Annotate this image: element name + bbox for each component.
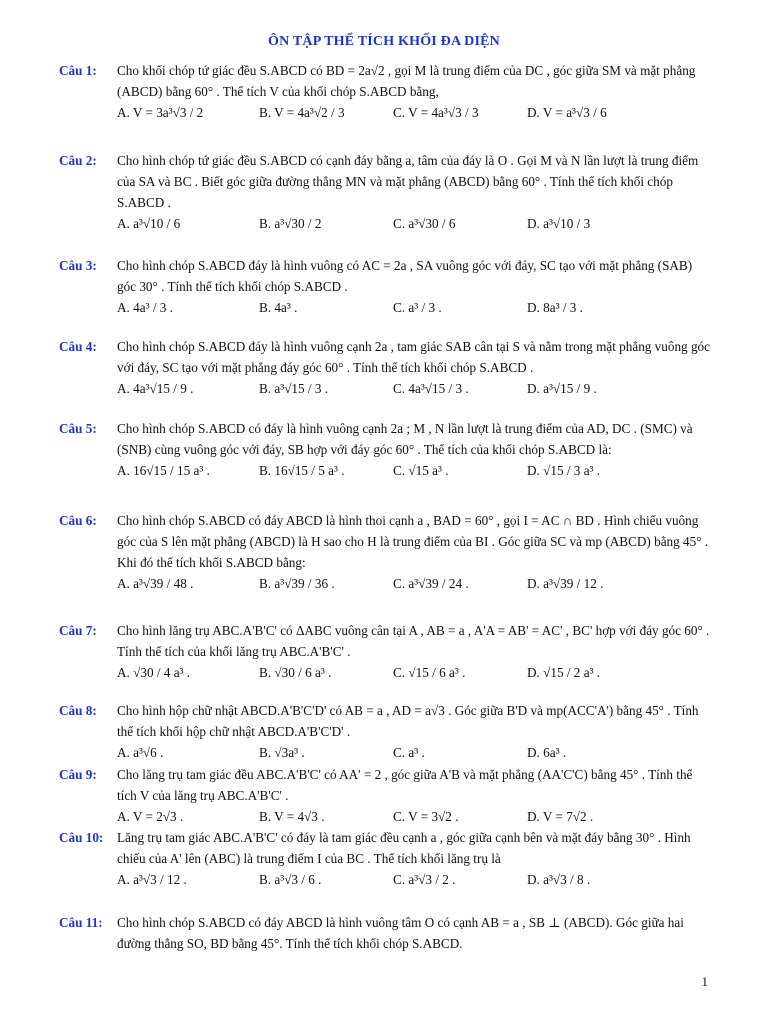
option-d: D. a³√10 / 3 bbox=[527, 216, 591, 231]
question-3 bbox=[59, 255, 714, 327]
option-d: D. V = 7√2 . bbox=[527, 809, 594, 824]
option-b: B. a³√15 / 3 . bbox=[259, 381, 329, 396]
question-text: Cho lăng trụ tam giác đều ABC.A'B'C' có AA' = 2 , góc giữa A'B và mặt phẳng (AA'C'C) bằng 45° . Tính thể tích V của lăng trụ ABC.A'B'C' . bbox=[117, 767, 693, 803]
question-text: Cho hình hộp chữ nhật ABCD.A'B'C'D' có AB = a , AD = a√3 . Góc giữa B'D và mp(ACC'A') bằng 45° . Tính thể tích khối hộp chữ nhật ABCD.A'B'C'D' . bbox=[117, 703, 699, 739]
option-d: D. a³√15 / 9 . bbox=[527, 381, 597, 396]
option-c: C. a³ . bbox=[393, 745, 425, 760]
option-b: B. √3a³ . bbox=[259, 745, 305, 760]
question-label: Câu 5: bbox=[59, 421, 97, 436]
question-10 bbox=[59, 827, 714, 899]
question-9 bbox=[59, 764, 714, 828]
option-c: C. a³√30 / 6 bbox=[393, 216, 456, 231]
question-text: Cho hình chóp tứ giác đều S.ABCD có cạnh đáy bằng a, tâm của đáy là O . Gọi M và N lần lượt là trung điểm của SA và BC . Biết góc giữa đường thẳng MN và mặt phẳng (ABCD) bằng 60° . Tính thể tích khối chóp S.ABCD . bbox=[117, 153, 699, 210]
option-a: A. 4a³√15 / 9 . bbox=[117, 381, 194, 396]
question-label: Câu 7: bbox=[59, 623, 97, 638]
option-c: C. a³√3 / 2 . bbox=[393, 872, 456, 887]
option-c: C. a³√39 / 24 . bbox=[393, 576, 469, 591]
option-c: C. √15 / 6 a³ . bbox=[393, 665, 466, 680]
question-text: Lăng trụ tam giác ABC.A'B'C' có đáy là tam giác đều cạnh a , góc giữa cạnh bên và mặt đáy bằng 30° . Hình chiếu của A' lên (ABC) là trung điểm I của BC . Thể tích khối lăng trụ là bbox=[117, 830, 691, 866]
answer-options bbox=[117, 213, 714, 243]
option-b: B. a³√30 / 2 bbox=[259, 216, 322, 231]
answer-options bbox=[117, 573, 714, 603]
question-label: Câu 11: bbox=[59, 915, 103, 930]
option-a: A. a³√39 / 48 . bbox=[117, 576, 194, 591]
question-7 bbox=[59, 620, 714, 692]
option-d: D. a³√3 / 8 . bbox=[527, 872, 591, 887]
question-label: Câu 4: bbox=[59, 339, 97, 354]
option-b: B. √30 / 6 a³ . bbox=[259, 665, 332, 680]
option-d: D. √15 / 3 a³ . bbox=[527, 463, 601, 478]
question-text: Cho hình chóp S.ABCD đáy là hình vuông cạnh 2a , tam giác SAB cân tại S và nằm trong mặt phẳng vuông góc với đáy, SC tạo với mặt phẳng đáy góc 60° . Tính thể tích khối chóp S.ABCD . bbox=[117, 339, 710, 375]
question-label: Câu 8: bbox=[59, 703, 97, 718]
option-b: B. a³√39 / 36 . bbox=[259, 576, 335, 591]
option-c: C. V = 3√2 . bbox=[393, 809, 459, 824]
option-d: D. a³√39 / 12 . bbox=[527, 576, 604, 591]
question-label: Câu 3: bbox=[59, 258, 97, 273]
page-title: ÔN TẬP THỂ TÍCH KHỐI ĐA DIỆN bbox=[268, 34, 500, 49]
option-d: D. 6a³ . bbox=[527, 745, 567, 760]
question-text: Cho hình lăng trụ ABC.A'B'C' có ΔABC vuông cân tại A , AB = a , A'A = AB' = AC' , BC' hợp với đáy góc 60° . Tính thể tích của khối lăng trụ ABC.A'B'C' . bbox=[117, 623, 710, 659]
option-b: B. 16√15 / 5 a³ . bbox=[259, 463, 345, 478]
option-a: A. V = 3a³√3 / 2 bbox=[117, 105, 204, 120]
question-text: Cho hình chóp S.ABCD có đáy ABCD là hình vuông tâm O có cạnh AB = a , SB ⊥ (ABCD). Góc giữa hai đường thẳng SO, BD bằng 45°. Tính thể tích khối chóp S.ABCD. bbox=[117, 915, 684, 951]
option-c: C. 4a³√15 / 3 . bbox=[393, 381, 469, 396]
question-label: Câu 10: bbox=[59, 830, 104, 845]
option-d: D. √15 / 2 a³ . bbox=[527, 665, 601, 680]
question-text: Cho hình chóp S.ABCD có đáy ABCD là hình thoi cạnh a , BAD = 60° , gọi I = AC ∩ BD . Hình chiếu vuông góc của S lên mặt phẳng (ABCD) là H sao cho H là trung điểm của BI . Góc giữa SC và mp (ABCD) bằng 45° . Khi đó thể tích khối S.ABCD bằng: bbox=[117, 513, 709, 570]
option-a: A. a³√3 / 12 . bbox=[117, 872, 187, 887]
question-label: Câu 6: bbox=[59, 513, 97, 528]
option-a: A. 16√15 / 15 a³ . bbox=[117, 463, 210, 478]
option-a: A. a³√10 / 6 bbox=[117, 216, 181, 231]
option-a: A. V = 2√3 . bbox=[117, 809, 184, 824]
option-c: C. V = 4a³√3 / 3 bbox=[393, 105, 479, 120]
option-a: A. 4a³ / 3 . bbox=[117, 300, 173, 315]
question-label: Câu 9: bbox=[59, 767, 97, 782]
question-5 bbox=[59, 418, 714, 490]
answer-options bbox=[117, 297, 714, 327]
answer-options bbox=[117, 806, 714, 828]
question-label: Câu 2: bbox=[59, 153, 97, 168]
answer-options bbox=[117, 378, 714, 408]
question-2 bbox=[59, 150, 714, 243]
question-text: Cho khối chóp tứ giác đều S.ABCD có BD = 2a√2 , gọi M là trung điểm của DC , góc giữa SM và mặt phẳng (ABCD) bằng 60° . Thể tích V của khối chóp S.ABCD bằng, bbox=[117, 63, 696, 99]
question-6 bbox=[59, 510, 714, 603]
option-b: B. a³√3 / 6 . bbox=[259, 872, 322, 887]
page-number: 1 bbox=[701, 974, 708, 989]
option-d: D. V = a³√3 / 6 bbox=[527, 105, 607, 120]
option-a: A. a³√6 . bbox=[117, 745, 164, 760]
answer-options bbox=[117, 102, 714, 132]
question-11 bbox=[59, 912, 714, 954]
question-text: Cho hình chóp S.ABCD đáy là hình vuông có AC = 2a , SA vuông góc với đáy, SC tạo với mặt phẳng (SAB) góc 30° . Tính thể tích khối chóp S.ABCD . bbox=[117, 258, 693, 294]
question-8 bbox=[59, 700, 714, 764]
question-1 bbox=[59, 60, 714, 132]
question-4 bbox=[59, 336, 714, 408]
option-c: C. √15 a³ . bbox=[393, 463, 449, 478]
answer-options bbox=[117, 460, 714, 490]
question-label: Câu 1: bbox=[59, 63, 97, 78]
answer-options bbox=[117, 869, 714, 899]
option-b: B. V = 4a³√2 / 3 bbox=[259, 105, 345, 120]
option-b: B. 4a³ . bbox=[259, 300, 298, 315]
question-text: Cho hình chóp S.ABCD có đáy là hình vuông cạnh 2a ; M , N lần lượt là trung điểm của AD, DC . (SMC) và (SNB) cùng vuông góc với đáy, SB hợp với đáy góc 60° . Thể tích của khối chóp S.ABCD là: bbox=[117, 421, 693, 457]
option-c: C. a³ / 3 . bbox=[393, 300, 442, 315]
answer-options bbox=[117, 662, 714, 692]
option-d: D. 8a³ / 3 . bbox=[527, 300, 583, 315]
answer-options bbox=[117, 742, 714, 764]
option-a: A. √30 / 4 a³ . bbox=[117, 665, 191, 680]
option-b: B. V = 4√3 . bbox=[259, 809, 325, 824]
